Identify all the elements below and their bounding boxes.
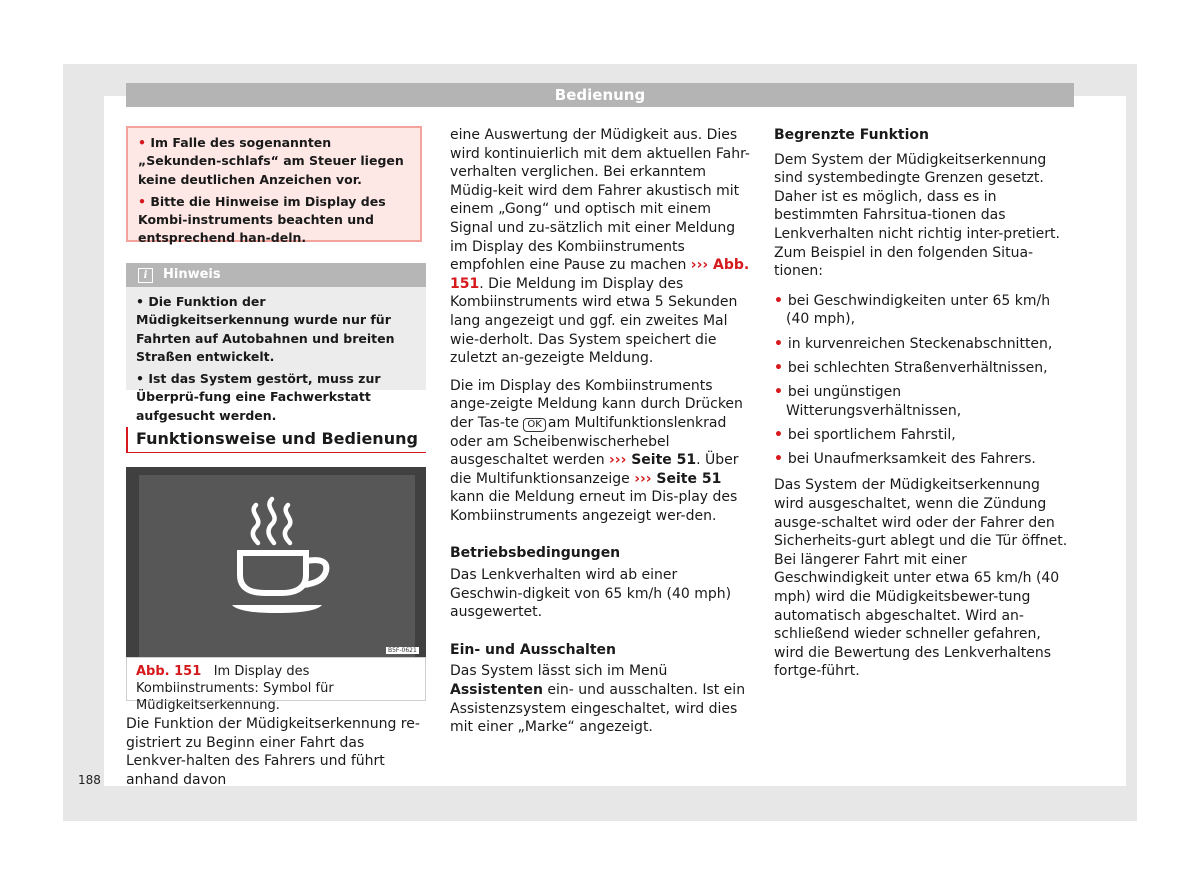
list-item: • bei ungünstigen Witterungsverhältnissen,: [774, 383, 1074, 420]
list-item: • in kurvenreichen Steckenabschnitten,: [774, 335, 1074, 354]
col2-paragraph-3: Das Lenkverhalten wird ab einer Geschwin-digkeit von 65 km/h (40 mph) ausgewertet.: [450, 567, 732, 621]
list-item: • bei Geschwindigkeiten unter 65 km/h (40 mph),: [774, 292, 1074, 329]
note-header: [126, 263, 426, 287]
arrow-icon: ›››: [690, 257, 709, 274]
arrow-icon: ›››: [634, 470, 652, 487]
warning-item: • Im Falle des sogenannten „Sekunden-schlafs“ am Steuer liegen keine deutlichen Anzeichen vor.: [138, 135, 404, 187]
caption-text: Im Display des Kombiinstruments: Symbol für Müdigkeitserkennung.: [136, 664, 334, 713]
coffee-cup-icon: [139, 475, 415, 657]
warning-box: [126, 126, 422, 246]
col3-paragraph-2: Das System der Müdigkeitserkennung wird ausgeschaltet, wenn die Zündung ausge-schaltet wird oder der Fahrer den Sicherheits-gurt ablegt und die Tür öffnet. Bei längerer Fahrt mit einer Geschwindigkeit unter etwa 65 km/h (40 mph) wird die Müdigkeitsbewer-tung automatisch abgeschaltet. Wird an-schließend wieder schneller gefahren, wird die Bewertung des Lenkverhaltens fortge-führt.: [774, 477, 1068, 680]
list-item: • bei sportlichem Fahrstil,: [774, 426, 1074, 445]
warning-item: • Bitte die Hinweise im Display des Kombi-instruments beachten und entsprechend han-deln.: [138, 193, 386, 246]
col2-paragraph-4: Das System lässt sich im Menü Assistenten ein- und ausschalten. Ist ein Assistenzsystem eingeschaltet, wird dies mit einer „Marke“ angezeigt.: [450, 663, 746, 736]
subheading: Begrenzte Funktion: [774, 127, 929, 143]
section-title: Funktionsweise und Bedienung: [126, 427, 426, 453]
note-item: • Die Funktion der Müdigkeitserkennung wurde nur für Fahrten auf Autobahnen und breiten Straßen entwickelt.: [136, 294, 395, 364]
list-item: • bei Unaufmerksamkeit des Fahrers.: [774, 450, 1074, 469]
page-number: 188: [78, 773, 101, 787]
page-header: Bedienung: [126, 83, 1074, 107]
note-body: [126, 287, 426, 425]
column-2: [450, 126, 750, 737]
col2-paragraph-2: Die im Display des Kombiinstruments ange-zeigte Meldung kann durch Drücken der Tas-te OK am Multifunktionslenkrad oder am Scheibenwischerhebel ausgeschaltet werden ››› Seite 51. Über die Multifunktionsanzeige ››› Seite 51 kann die Meldung erneut im Dis-play des Kombiinstruments angezeigt wer-den.: [450, 377, 743, 524]
page-reference-link[interactable]: ››› Seite 51: [634, 470, 722, 487]
figure-code: B5F-0621: [388, 647, 417, 654]
subheading: Ein- und Ausschalten: [450, 641, 616, 658]
display-screen: [139, 475, 415, 657]
bullet-icon: •: [138, 135, 146, 150]
figure-caption: [126, 657, 426, 713]
column-3: [774, 126, 1074, 681]
col3-paragraph-1: Dem System der Müdigkeitserkennung sind systembedingte Grenzen gesetzt. Daher ist es möglich, dass es in bestimmten Fahrsitua-tionen das Lenkverhalten nicht richtig inter-pretiert. Zum Beispiel in den folgenden Situa-tionen:: [774, 151, 1060, 280]
page-reference-link[interactable]: ››› Seite 51: [609, 452, 697, 469]
bullet-icon: •: [138, 193, 146, 209]
caption-label: Abb. 151: [136, 664, 202, 679]
list-item: • bei schlechten Straßenverhältnissen,: [774, 359, 1074, 378]
note-item: • Ist das System gestört, muss zur Überprü-fung eine Fachwerkstatt aufgesucht werden.: [136, 371, 381, 423]
subheading: Betriebsbedingungen: [450, 545, 621, 562]
col1-paragraph: Die Funktion der Müdigkeitserkennung re-gistriert zu Beginn einer Fahrt das Lenkver-halten des Fahrers und führt anhand davon: [126, 716, 420, 788]
limitation-list: [774, 292, 1074, 469]
note-box: [126, 263, 426, 423]
figure-reference-link[interactable]: ››› Abb. 151: [450, 257, 750, 292]
arrow-icon: ›››: [609, 452, 627, 469]
info-icon: i: [138, 268, 153, 283]
col2-paragraph-1: eine Auswertung der Müdigkeit aus. Dies wird kontinuierlich mit dem aktuellen Fahr-verhalten verglichen. Bei erkanntem Müdig-keit wird dem Fahrer akustisch mit einem „Gong“ und optisch mit einem Signal und zu-sätzlich mit einer Meldung im Display des Kombiinstruments empfohlen eine Pause zu machen ››› Abb. 151. Die Meldung im Display des Kombiinstruments wird etwa 5 Sekunden lang angezeigt und ggf. ein zweites Mal wie-derholt. Das System speichert die zuletzt an-gezeigte Meldung.: [450, 127, 750, 367]
ok-key-icon: OK: [523, 418, 545, 432]
note-title: Hinweis: [163, 267, 221, 282]
